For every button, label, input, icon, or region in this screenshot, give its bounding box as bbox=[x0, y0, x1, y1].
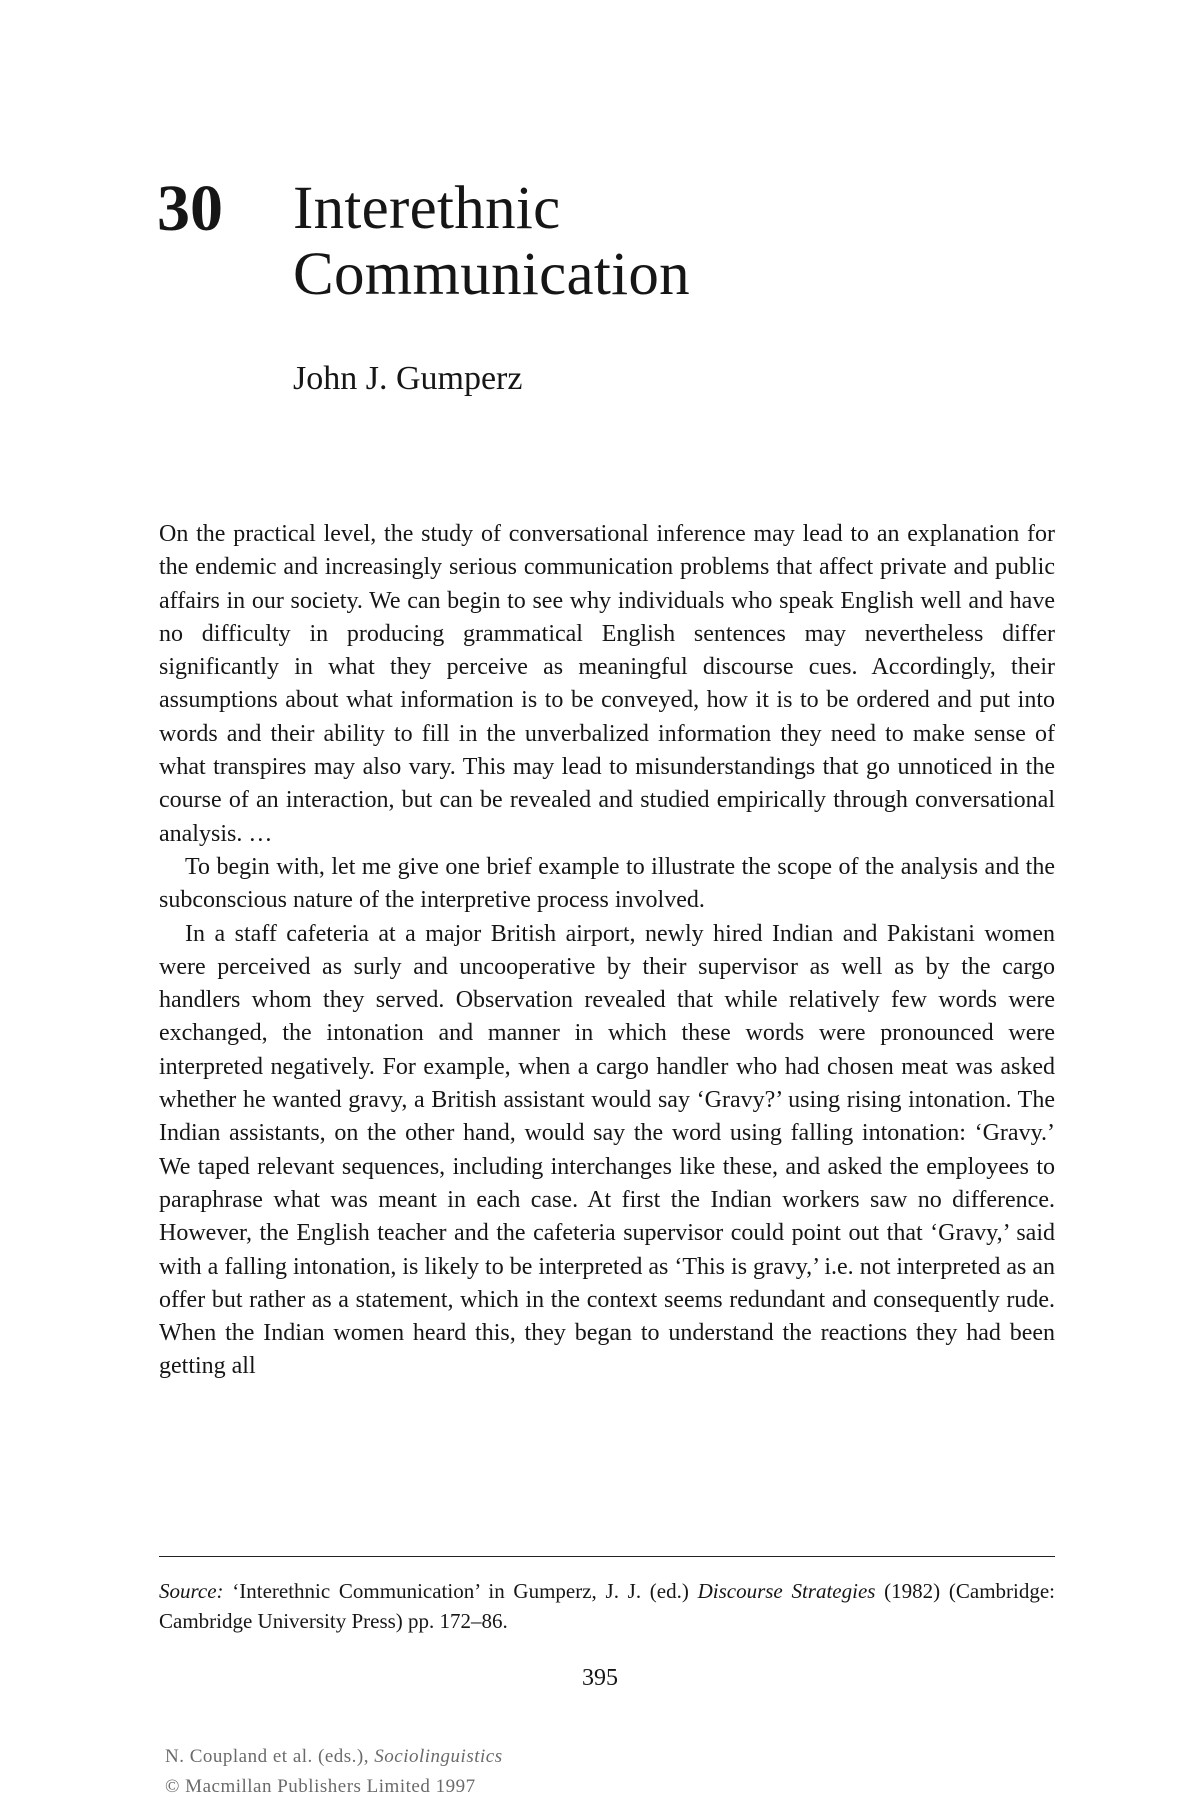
footnote-divider bbox=[159, 1556, 1055, 1557]
imprint-book-title: Sociolinguistics bbox=[374, 1746, 503, 1767]
imprint-editors: N. Coupland et al. (eds.), bbox=[165, 1746, 375, 1767]
source-text-2: (1982) (Cambridge: Cambridge University Press) pp. 172–86. bbox=[159, 1579, 1056, 1633]
imprint bbox=[165, 1742, 503, 1802]
author-name: John J. Gumperz bbox=[293, 360, 523, 397]
chapter-number: 30 bbox=[157, 172, 223, 245]
chapter-title-line-1: Interethnic bbox=[293, 175, 561, 242]
paragraph-2: To begin with, let me give one brief example to illustrate the scope of the analysis and the subconscious nature of the interpretive process involved. bbox=[159, 853, 1055, 914]
imprint-copyright: © Macmillan Publishers Limited 1997 bbox=[165, 1776, 476, 1797]
source-book-title: Discourse Strategies bbox=[697, 1579, 876, 1603]
source-note bbox=[159, 1576, 1055, 1636]
chapter-title bbox=[293, 176, 690, 308]
page-number: 395 bbox=[582, 1665, 618, 1691]
body-text bbox=[159, 518, 1055, 1384]
source-text-1: ‘Interethnic Communication’ in Gumperz, J. J. (ed.) bbox=[223, 1579, 698, 1603]
imprint-line-1 bbox=[165, 1742, 503, 1772]
paragraph-3: In a staff cafeteria at a major British airport, newly hired Indian and Pakistani women were perceived as surly and uncooperative by their supervisor as well as by the cargo handlers whom they served. Observation revealed that while relatively few words were exchanged, the intonation and manner in which these words were pronounced were interpreted negatively. For example, when a cargo handler who had chosen meat was asked whether he wanted gravy, a British assistant would say ‘Gravy?’ using rising intonation. The Indian assistants, on the other hand, would say the word using falling intonation: ‘Gravy.’ We taped relevant sequences, including interchanges like these, and asked the employees to paraphrase what was meant in each case. At first the Indian workers saw no difference. However, the English teacher and the cafeteria supervisor could point out that ‘Gravy,’ said with a falling intonation, is likely to be interpreted as ‘This is gravy,’ i.e. not interpreted as an offer but rather as a statement, which in the context seems redundant and consequently rude. When the Indian women heard this, they began to understand the reactions they had been getting all bbox=[159, 920, 1055, 1380]
paragraph-1: On the practical level, the study of conversational inference may lead to an explanation for the endemic and increasingly serious communication problems that affect private and public affairs in our society. We can begin to see why individuals who speak English well and have no difficulty in producing grammatical English sentences may nevertheless differ significantly in what they perceive as meaningful discourse cues. Accordingly, their assumptions about what information is to be conveyed, how it is to be ordered and put into words and their ability to fill in the unverbalized information they need to make sense of what transpires may also vary. This may lead to misunderstandings that go unnoticed in the course of an interaction, but can be revealed and studied empirically through conversational analysis. … bbox=[159, 521, 1055, 847]
source-label: Source: bbox=[159, 1579, 224, 1603]
chapter-title-line-2: Communication bbox=[293, 241, 690, 308]
